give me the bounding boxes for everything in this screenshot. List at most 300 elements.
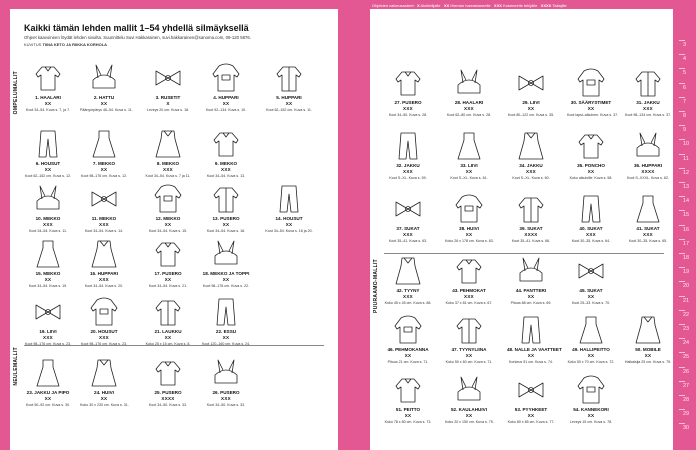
difficulty-level: XXX (163, 167, 173, 172)
pattern-detail: Koot 34–50. Kuva s. 33. (206, 403, 246, 407)
pattern-item (567, 255, 615, 317)
difficulty-level: XX (465, 232, 473, 237)
pattern-detail: Päänympärys 46–54. Kuva s. 11. (80, 108, 133, 112)
pattern-item (567, 314, 615, 376)
difficulty-level: XXX (403, 232, 413, 237)
pattern-caption (24, 216, 72, 234)
pattern-number: 39. SUKAT (519, 226, 543, 231)
pattern-number: 40. SUKAT (579, 226, 603, 231)
pattern-item (507, 67, 555, 129)
ruler-tick (679, 139, 685, 140)
pattern-item (384, 67, 432, 129)
pattern-illustration (512, 374, 550, 406)
pattern-detail: Koot 34–54. Kuva s. 7, ja 7. (25, 108, 71, 112)
ruler-number: 8 (683, 113, 687, 119)
pattern-illustration (389, 255, 427, 287)
pattern-item (144, 62, 192, 124)
ruler-number: 11 (683, 155, 689, 162)
difficulty-level: XXX (526, 169, 536, 174)
pattern-detail: Pituus 88 cm. Kuva s. 69. (510, 301, 552, 305)
pattern-illustration (512, 255, 550, 287)
pattern-number: 26. PUSERO (212, 390, 240, 395)
pattern-caption (507, 407, 555, 425)
pattern-item (80, 62, 133, 124)
pattern-detail: Koko 20 x 150 cm. Kuva s. 75. (445, 420, 494, 424)
ruler-number: 25 (683, 354, 690, 361)
pattern-item (507, 193, 555, 255)
difficulty-level: XXX (221, 396, 231, 401)
pattern-detail: Koko 26 x 178 cm. Kuva s. 63. (445, 239, 494, 243)
page-ruler (679, 40, 696, 450)
ruler-tick (679, 296, 685, 297)
difficulty-level: XX (587, 169, 595, 174)
difficulty-level: XXX (403, 169, 413, 174)
difficulty-level: XXX (403, 106, 413, 111)
difficulty-level: XXX (99, 222, 109, 227)
ruler-tick (679, 239, 685, 240)
pattern-item (80, 183, 128, 245)
pattern-number: 33. LIIVI (460, 163, 478, 168)
difficulty-level: XX (527, 294, 535, 299)
ruler-tick (679, 182, 685, 183)
pattern-detail: Koot 62–152 cm. Kuva s. 11. (266, 108, 312, 112)
pattern-item (24, 357, 72, 419)
ruler-number: 26 (683, 368, 690, 375)
pattern-item (445, 67, 493, 129)
pattern-detail: Koko aikuisille. Kuva s. 58. (569, 176, 613, 180)
pattern-number: 6. HOUSUT (35, 161, 61, 166)
pattern-illustration (85, 128, 123, 160)
pattern-item (624, 314, 672, 376)
pattern-item (202, 296, 250, 358)
pattern-illustration (389, 193, 427, 225)
difficulty-level: XX (44, 167, 52, 172)
ruler-tick (679, 423, 685, 424)
pattern-number: 30. SÄÄRYSTIMET (570, 100, 612, 105)
pattern-item (384, 255, 432, 317)
ruler-number: 24 (683, 340, 690, 347)
difficulty-level: XX (465, 169, 473, 174)
ruler-number: 17 (683, 240, 690, 247)
pattern-caption (24, 390, 72, 408)
pattern-number: 9. MEKKO (214, 161, 238, 166)
difficulty-level: XX (527, 106, 535, 111)
pattern-caption (624, 163, 672, 181)
ruler-number: 21 (683, 297, 690, 304)
ruler-number: 13 (683, 184, 690, 190)
pattern-detail: Koko 50 x 70 cm. Kuva s. 72. (567, 360, 615, 364)
pattern-item (265, 183, 313, 245)
pattern-detail: Koot S–XL. Kuva s. 61. (450, 176, 488, 180)
pattern-detail: Koko 45 x 45 cm. Kuva s. 68. (384, 301, 432, 305)
legend-line (372, 3, 567, 8)
pattern-illustration (85, 357, 123, 389)
ruler-number: 23 (683, 326, 690, 332)
pattern-number: 2. HATTU (93, 95, 115, 100)
pattern-caption (567, 100, 619, 118)
difficulty-level: XX (587, 294, 595, 299)
pattern-detail: Koot lapsi–aikuinen. Kuva s. 37. (567, 113, 619, 117)
pattern-number: 31. JAKKU (636, 100, 660, 105)
pattern-item (445, 314, 493, 376)
pattern-illustration (149, 183, 187, 215)
pattern-caption (624, 100, 672, 118)
ruler-tick (679, 83, 685, 84)
pattern-number: 42. TYYNY (396, 288, 420, 293)
pattern-caption (80, 95, 133, 113)
pattern-illustration (149, 62, 187, 94)
pattern-caption (202, 390, 250, 408)
pattern-detail: Koot 34–54. Kuva s. 18 ja 20. (265, 229, 313, 233)
pattern-caption (144, 95, 192, 113)
pattern-illustration (207, 238, 245, 270)
pattern-illustration (29, 183, 67, 215)
section-label-crochet: PUURAAMO-MALLIT (373, 259, 379, 313)
difficulty-level: XX (527, 353, 535, 358)
pattern-detail: Koot 34–54. Kuva s. 20. (84, 284, 124, 288)
pattern-number: 20. HOUSUT (90, 329, 118, 334)
pattern-number: 32. JAKKU (396, 163, 420, 168)
pattern-illustration (149, 128, 187, 160)
pattern-caption (507, 347, 562, 365)
pattern-detail: Koot 34–54. Kuva s. 19. (28, 284, 68, 288)
pattern-illustration (207, 296, 245, 328)
difficulty-level: XX (222, 277, 230, 282)
difficulty-level: XXX (403, 294, 413, 299)
pattern-illustration (389, 67, 427, 99)
pattern-caption (384, 163, 432, 181)
pattern-item (384, 193, 432, 255)
pattern-caption (567, 288, 615, 306)
ruler-tick (679, 310, 685, 311)
difficulty-level: XXX (43, 335, 53, 340)
difficulty-level: XX (404, 413, 412, 418)
pattern-number: 50. MOBILE (635, 347, 661, 352)
difficulty-level: XXXX (641, 169, 655, 174)
pattern-number: 44. PANTTERI (515, 288, 547, 293)
pattern-item (507, 255, 555, 317)
pattern-number: 34. JAKKU (519, 163, 543, 168)
difficulty-level: XX (644, 353, 652, 358)
pattern-illustration (207, 183, 245, 215)
pattern-number: 47. TYYNYLIINA (451, 347, 487, 352)
ruler-number: 28 (683, 397, 690, 403)
pattern-detail: Koot 34–50. Kuva s. 28. (388, 113, 428, 117)
pattern-number: 27. PUSERO (394, 100, 422, 105)
pattern-item (624, 130, 672, 192)
pattern-illustration (389, 314, 427, 346)
difficulty-level: XX (100, 396, 108, 401)
pattern-illustration (149, 238, 187, 270)
pattern-item (80, 357, 128, 419)
pattern-illustration (450, 255, 488, 287)
page-title: Kaikki tämän lehden mallit 1–54 yhdellä silmäyksellä (24, 23, 249, 33)
pattern-number: 8. MEKKO (156, 161, 180, 166)
pattern-caption (445, 407, 493, 425)
pattern-illustration (85, 183, 123, 215)
pattern-illustration (207, 62, 245, 94)
pattern-illustration (29, 128, 67, 160)
pattern-illustration (512, 130, 550, 162)
ruler-tick (679, 196, 685, 197)
pattern-caption (567, 407, 615, 425)
pattern-item (384, 130, 432, 192)
pattern-detail: Koot 98–176 cm. Kuva s. 12. (80, 174, 128, 178)
ruler-tick (679, 225, 685, 226)
pattern-number: 51. PEITTO (395, 407, 421, 412)
pattern-illustration (29, 296, 67, 328)
difficulty-level: X (166, 101, 170, 106)
pattern-caption (265, 216, 313, 234)
pattern-caption (202, 161, 250, 179)
ruler-number: 18 (683, 255, 690, 261)
ruler-number: 30 (683, 425, 690, 432)
difficulty-level: XX (285, 101, 293, 106)
pattern-caption (24, 329, 72, 347)
pattern-caption (144, 329, 192, 347)
ruler-number: 6 (683, 84, 687, 91)
pattern-detail: Koot 30–35. Kuva s. 64. (571, 239, 611, 243)
ruler-number: 15 (683, 212, 690, 219)
pattern-detail: Koot 34–54. Kuva s. 18. (206, 229, 246, 233)
pattern-detail: Leveys 15 cm. Kuva s. 78. (569, 420, 613, 424)
pattern-number: 4. HUPPARI (213, 95, 239, 100)
legend-label: Taitajille (552, 3, 567, 8)
ruler-tick (679, 281, 685, 282)
pattern-illustration (512, 67, 550, 99)
pattern-illustration (512, 314, 550, 346)
pattern-item (384, 314, 432, 376)
pattern-illustration (572, 193, 610, 225)
pattern-item (202, 62, 250, 124)
pattern-item (624, 67, 672, 129)
pattern-caption (202, 271, 250, 289)
pattern-illustration (207, 128, 245, 160)
pattern-item (80, 296, 128, 358)
ruler-tick (679, 338, 685, 339)
pattern-number: 10. MEKKO (35, 216, 61, 221)
difficulty-level: XX (465, 353, 473, 358)
ruler-tick (679, 54, 685, 55)
pattern-number: 21. LAUKKU (154, 329, 182, 334)
pattern-caption (507, 100, 555, 118)
difficulty-level: XXX (643, 106, 653, 111)
pattern-number: 11. MEKKO (91, 216, 117, 221)
pattern-illustration (389, 374, 427, 406)
pattern-detail: Koot 34–54. Kuva s. 21. (148, 284, 188, 288)
pattern-caption (567, 226, 615, 244)
credit-names: TIINA KETO JA RIIKKA KORHOLA (42, 42, 108, 47)
pattern-caption (80, 271, 128, 289)
pattern-item (265, 62, 313, 124)
pattern-item (144, 128, 192, 190)
pattern-illustration (29, 357, 67, 389)
pattern-item (445, 255, 493, 317)
difficulty-level: XXX (221, 167, 231, 172)
pattern-illustration (572, 314, 610, 346)
pattern-caption (144, 216, 192, 234)
pattern-caption (445, 163, 493, 181)
pattern-illustration (629, 193, 667, 225)
pattern-detail: Koot 62–152 cm. Kuva s. 12. (24, 174, 72, 178)
ruler-tick (679, 395, 685, 396)
pattern-number: 29. LIIVI (522, 100, 540, 105)
pattern-detail: Koot 80–122 cm. Kuva s. 35. (507, 113, 555, 117)
ruler-number: 20 (683, 283, 690, 290)
difficulty-level: XXX (643, 232, 653, 237)
pattern-item (80, 238, 128, 300)
pattern-number: 48. NALLE JA VAATTEET (507, 347, 562, 352)
pattern-number: 3. RUSETIT (155, 95, 181, 100)
ruler-number: 7 (683, 98, 687, 105)
pattern-illustration (270, 183, 308, 215)
pattern-caption (80, 216, 128, 234)
pattern-item (144, 183, 192, 245)
pattern-detail: Koot S–XL. Kuva s. 59. (389, 176, 427, 180)
pattern-number: 25. PUSERO (154, 390, 182, 395)
difficulty-level: XX (527, 413, 535, 418)
pattern-detail: Koko 37 x 81 cm. Kuva s. 67. (445, 301, 493, 305)
difficulty-level: XX (164, 277, 172, 282)
pattern-caption (567, 347, 615, 365)
ruler-tick (679, 125, 685, 126)
pattern-caption (624, 226, 672, 244)
pattern-illustration (85, 296, 123, 328)
pattern-number: 37. SUKAT (396, 226, 420, 231)
pattern-number: 15. MEKKO (35, 271, 61, 276)
difficulty-level: XXX (43, 222, 53, 227)
pattern-illustration (450, 374, 488, 406)
difficulty-level: XXXX (161, 396, 175, 401)
difficulty-level: XX (44, 396, 52, 401)
ruler-tick (679, 367, 685, 368)
pattern-caption (202, 216, 250, 234)
pattern-detail: Koko 30 x 230 cm. Kuva s. 31. (80, 403, 129, 407)
pattern-illustration (389, 130, 427, 162)
pattern-illustration (29, 238, 67, 270)
difficulty-level: XXXX (524, 232, 538, 237)
pattern-detail: Koot 92–134. Kuva s. 10. (205, 108, 247, 112)
difficulty-level: XX (44, 101, 52, 106)
legend-mark: XXX (493, 3, 502, 8)
pattern-caption (567, 163, 615, 181)
pattern-item (507, 130, 555, 192)
pattern-number: 5. HUPPARI (276, 95, 302, 100)
pattern-item (202, 128, 250, 190)
legend-mark: X (416, 3, 420, 8)
ruler-number: 14 (683, 198, 690, 205)
pattern-detail: Koot 34–54. Kuva s. 14. (84, 229, 124, 233)
section-label-knitting: NEULEMALLIT (13, 347, 19, 386)
pattern-number: 49. HALLIPEITTO (572, 347, 610, 352)
pattern-detail: Koot 35–41. Kuva s. 63. (388, 239, 428, 243)
ruler-tick (679, 154, 685, 155)
pattern-item (24, 183, 72, 245)
pattern-detail: Koot 25–33. Kuva s. 70. (571, 301, 611, 305)
ruler-tick (679, 381, 685, 382)
section-label-sewing: OMPELUMALLIT (13, 71, 19, 115)
pattern-number: 43. PEHMOKAT (452, 288, 486, 293)
pattern-item (445, 374, 493, 436)
pattern-caption (445, 288, 493, 306)
pattern-caption (507, 163, 555, 181)
pattern-item (384, 374, 432, 436)
pattern-number: 14. HOUSUT (275, 216, 303, 221)
difficulty-level: XX (44, 277, 52, 282)
difficulty-level: XX (222, 335, 230, 340)
pattern-illustration (629, 314, 667, 346)
pattern-illustration (149, 357, 187, 389)
pattern-number: 35. PONCHO (577, 163, 605, 168)
difficulty-level: XX (100, 167, 108, 172)
pattern-item (567, 130, 615, 192)
pattern-number: 53. PYYHKEET (514, 407, 548, 412)
pattern-detail: Koot 34–54. Kuva s. 13. (206, 174, 246, 178)
ruler-number: 3 (683, 42, 687, 48)
credit-prefix: KUVITUS (24, 42, 42, 47)
pattern-detail: Koot S–XXXL. Kuva s. 62. (627, 176, 669, 180)
pattern-illustration (85, 238, 123, 270)
pattern-detail: Koot 50–92 cm. Kuva s. 30. (25, 403, 71, 407)
pattern-detail: Koot 98–176 cm. Kuva s. 22. (202, 284, 250, 288)
pattern-item (24, 128, 72, 190)
pattern-detail: Koko 50 x 60 cm. Kuva s. 71. (445, 360, 493, 364)
pattern-number: 23. JAKKU JA PIPO (26, 390, 70, 395)
pattern-illustration (572, 130, 610, 162)
legend-mark: XXXX (540, 3, 552, 8)
pattern-number: 52. KAULAHUIVI (451, 407, 487, 412)
pattern-number: 22. ESSU (215, 329, 237, 334)
legend-heading: Ohjeiden vaikeusasteet: (372, 3, 415, 8)
difficulty-level: XXX (99, 335, 109, 340)
pattern-caption (384, 226, 432, 244)
pattern-caption (445, 100, 493, 118)
pattern-caption (265, 95, 313, 113)
pattern-caption (202, 329, 250, 347)
pattern-number: 13. PUSERO (212, 216, 240, 221)
ruler-number: 5 (683, 70, 687, 77)
pattern-caption (384, 100, 432, 118)
pattern-caption (80, 390, 128, 408)
ruler-tick (679, 253, 685, 254)
pattern-detail: Koko 25 x 15 cm. Kuva s. 8. (145, 342, 191, 346)
pattern-number: 41. SUKAT (636, 226, 660, 231)
pattern-detail: Koot 98–134 cm. Kuva s. 37. (624, 113, 672, 117)
difficulty-level: XXX (586, 232, 596, 237)
pattern-caption (507, 226, 555, 244)
difficulty-level: XX (222, 222, 230, 227)
pattern-caption (144, 271, 192, 289)
pattern-detail: Koot 34–54. Kuva s. 15. (148, 229, 188, 233)
pattern-number: 36. HUPPARI (634, 163, 662, 168)
pattern-number: 24. HUIVI (94, 390, 114, 395)
difficulty-level: XX (587, 106, 595, 111)
page-subtitle: Ohjeet kaavoineen löydät lehden sivuilta. Suunnittelu Suvi Hakkarainen, suvi.hakkarainen@sanoma.com, 09-120 5876. (24, 35, 251, 40)
pattern-number: 18. MEKKO JA TOPPI (202, 271, 250, 276)
pattern-caption (507, 288, 555, 306)
pattern-illustration (572, 255, 610, 287)
pattern-detail: Koot 34–54. Kuva s. 11. (28, 229, 68, 233)
ruler-number: 19 (683, 269, 690, 276)
pattern-detail: Korkeus 51 cm. Kuva s. 74. (509, 360, 553, 364)
ruler-tick (679, 409, 685, 410)
pattern-illustration (29, 62, 67, 94)
pattern-number: 28. HAALARI (454, 100, 484, 105)
pattern-caption (24, 95, 72, 113)
pattern-item (144, 357, 192, 419)
pattern-caption (445, 347, 493, 365)
difficulty-level: XX (222, 101, 230, 106)
